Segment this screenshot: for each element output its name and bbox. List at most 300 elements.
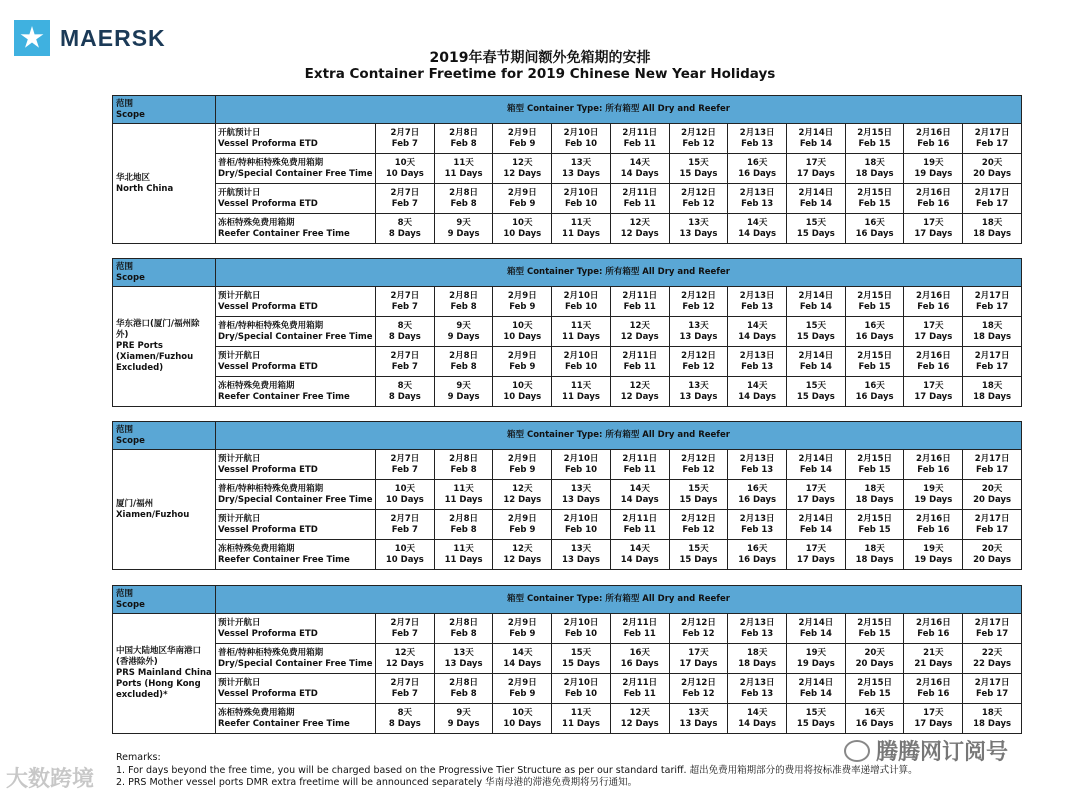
etd-date: Feb 16 — [917, 464, 950, 475]
freetime-days-en: 12 Days — [620, 718, 659, 729]
etd-date: 2月13日 — [739, 187, 775, 198]
row-label-cn: 普柜/特种柜特殊免费用箱期 — [218, 157, 324, 168]
freetime-cell — [963, 214, 1022, 244]
freetime-days-cn: 17天 — [923, 707, 944, 718]
etd-cell — [845, 510, 904, 540]
freetime-days-cn: 17天 — [688, 647, 709, 658]
etd-date: 2月7日 — [390, 677, 420, 688]
freetime-cell — [552, 317, 611, 347]
freetime-cell — [787, 704, 846, 734]
etd-date: Feb 14 — [799, 361, 832, 372]
freetime-days-en: 14 Days — [738, 391, 777, 402]
freetime-cell — [434, 480, 493, 510]
freetime-cell — [376, 154, 435, 184]
etd-date: Feb 11 — [623, 688, 656, 699]
etd-date: 2月8日 — [449, 513, 478, 524]
freetime-cell — [904, 214, 963, 244]
freetime-cell — [552, 214, 611, 244]
region-name: Xiamen/Fuzhou — [116, 509, 190, 520]
etd-date: 2月17日 — [974, 127, 1010, 138]
etd-date: 2月17日 — [974, 350, 1010, 361]
etd-cell — [493, 614, 552, 644]
freetime-days-en: 12 Days — [503, 494, 542, 505]
etd-date: 2月10日 — [563, 290, 599, 301]
etd-date: Feb 8 — [450, 628, 477, 639]
etd-date: Feb 7 — [391, 301, 418, 312]
freetime-cell — [434, 704, 493, 734]
freetime-days-cn: 14天 — [747, 320, 768, 331]
etd-cell — [610, 614, 669, 644]
etd-date: 2月10日 — [563, 127, 599, 138]
etd-date: 2月13日 — [739, 290, 775, 301]
freetime-days-en: 15 Days — [679, 168, 718, 179]
etd-date: 2月8日 — [449, 127, 478, 138]
freetime-cell — [552, 154, 611, 184]
freetime-days-en: 13 Days — [679, 228, 718, 239]
etd-cell — [787, 347, 846, 377]
freetime-cell — [963, 154, 1022, 184]
freetime-days-cn: 11天 — [453, 543, 474, 554]
freetime-cell — [493, 214, 552, 244]
freetime-cell — [610, 644, 669, 674]
etd-date: 2月15日 — [857, 677, 892, 688]
etd-cell — [610, 184, 669, 214]
etd-cell — [904, 614, 963, 644]
freetime-cell — [552, 377, 611, 407]
freetime-cell — [376, 377, 435, 407]
etd-date: 2月11日 — [622, 350, 658, 361]
row-label-en: Reefer Container Free Time — [218, 391, 350, 402]
etd-cell — [669, 124, 728, 154]
etd-date: 2月11日 — [622, 187, 658, 198]
freetime-days-en: 13 Days — [562, 168, 600, 179]
etd-date: Feb 13 — [741, 524, 774, 535]
freetime-days-cn: 12天 — [394, 647, 416, 658]
scope-header — [113, 422, 216, 450]
etd-cell — [669, 347, 728, 377]
freetime-days-en: 13 Days — [679, 331, 718, 342]
etd-cell — [493, 450, 552, 480]
etd-date: 2月9日 — [507, 350, 537, 361]
freetime-cell — [610, 480, 669, 510]
etd-cell — [963, 510, 1022, 540]
etd-date: 2月11日 — [622, 290, 658, 301]
row-label-en: Vessel Proforma ETD — [218, 688, 318, 699]
freetime-days-en: 15 Days — [562, 658, 600, 669]
freetime-cell — [963, 644, 1022, 674]
freetime-days-cn: 15天 — [570, 647, 592, 658]
freetime-days-cn: 16天 — [747, 483, 768, 494]
watermark-left: 大数跨境 — [6, 767, 95, 792]
etd-cell — [963, 674, 1022, 704]
etd-date: Feb 14 — [799, 524, 832, 535]
etd-cell — [787, 674, 846, 704]
etd-date: 2月15日 — [857, 513, 892, 524]
etd-date: Feb 15 — [858, 464, 891, 475]
etd-date: Feb 7 — [391, 688, 418, 699]
freetime-days-en: 18 Days — [855, 554, 894, 565]
scope-header — [113, 259, 216, 287]
freetime-days-en: 10 Days — [385, 494, 424, 505]
freetime-days-en: 14 Days — [620, 168, 659, 179]
etd-date: 2月17日 — [974, 513, 1010, 524]
etd-date: Feb 7 — [391, 198, 418, 209]
freetime-days-cn: 17天 — [923, 217, 944, 228]
freetime-days-cn: 13天 — [570, 483, 592, 494]
etd-date: 2月14日 — [798, 350, 834, 361]
freetime-days-cn: 14天 — [512, 647, 533, 658]
etd-date: Feb 17 — [976, 138, 1009, 149]
etd-date: Feb 16 — [917, 301, 950, 312]
etd-date: 2月7日 — [390, 453, 420, 464]
etd-date: Feb 16 — [917, 524, 950, 535]
etd-date: Feb 14 — [799, 198, 832, 209]
freetime-cell — [434, 644, 493, 674]
freetime-cell — [728, 480, 787, 510]
row-label-cn: 普柜/特种柜特殊免费用箱期 — [218, 647, 324, 658]
etd-date: Feb 11 — [623, 628, 656, 639]
freetime-days-cn: 14天 — [629, 483, 650, 494]
row-label — [216, 450, 376, 480]
etd-cell — [845, 184, 904, 214]
container-type-header: 箱型 Container Type: 所有箱型 All Dry and Reefer — [216, 259, 1022, 287]
etd-date: Feb 15 — [858, 138, 891, 149]
etd-date: Feb 14 — [799, 628, 832, 639]
freetime-days-cn: 13天 — [688, 320, 709, 331]
etd-date: Feb 9 — [509, 301, 536, 312]
region-name: 外) — [116, 330, 129, 340]
etd-date: Feb 12 — [682, 628, 715, 639]
etd-date: 2月16日 — [915, 677, 951, 688]
freetime-days-cn: 11天 — [570, 320, 592, 331]
etd-date: 2月15日 — [857, 187, 892, 198]
freetime-cell — [787, 214, 846, 244]
etd-date: 2月14日 — [798, 187, 834, 198]
etd-cell — [845, 347, 904, 377]
freetime-cell — [845, 540, 904, 570]
etd-date: 2月15日 — [857, 453, 892, 464]
etd-date: Feb 12 — [682, 361, 715, 372]
freetime-days-en: 16 Days — [620, 658, 659, 669]
etd-date: Feb 10 — [564, 301, 598, 312]
freetime-days-en: 10 Days — [385, 168, 424, 179]
row-label — [216, 317, 376, 347]
region-name: 华东港口(厦门/福州除 — [116, 319, 200, 329]
etd-date: Feb 10 — [564, 138, 598, 149]
freetime-days-en: 18 Days — [973, 718, 1012, 729]
etd-date: Feb 15 — [858, 301, 891, 312]
etd-date: 2月13日 — [739, 513, 775, 524]
row-label-en: Reefer Container Free Time — [218, 718, 350, 729]
freetime-days-en: 13 Days — [562, 494, 600, 505]
row-label-en: Vessel Proforma ETD — [218, 361, 318, 372]
freetime-days-cn: 12天 — [629, 320, 650, 331]
freetime-days-en: 13 Days — [679, 391, 718, 402]
freetime-days-en: 16 Days — [855, 391, 894, 402]
freetime-days-en: 10 Days — [503, 391, 542, 402]
etd-date: Feb 13 — [741, 301, 774, 312]
etd-date: Feb 17 — [976, 198, 1009, 209]
freetime-days-cn: 9天 — [456, 320, 471, 331]
freetime-days-cn: 11天 — [570, 707, 592, 718]
freetime-cell — [904, 317, 963, 347]
row-label — [216, 154, 376, 184]
freetime-days-cn: 20天 — [981, 157, 1003, 168]
freetime-days-cn: 11天 — [570, 380, 592, 391]
table-row — [113, 480, 1022, 510]
scope-header-text: 范围 — [116, 98, 134, 109]
etd-date: 2月11日 — [622, 127, 658, 138]
etd-date: Feb 8 — [450, 361, 477, 372]
etd-cell — [728, 674, 787, 704]
freetime-days-cn: 10天 — [512, 320, 533, 331]
etd-date: Feb 13 — [741, 628, 774, 639]
watermark-right-text: 腾腾网订阅号 — [876, 740, 1009, 765]
freetime-days-en: 9 Days — [447, 718, 480, 729]
freetime-days-cn: 13天 — [688, 707, 709, 718]
etd-date: 2月12日 — [681, 187, 716, 198]
freetime-days-en: 12 Days — [503, 168, 542, 179]
row-label-en: Dry/Special Container Free Time — [218, 168, 373, 179]
freetime-days-cn: 11天 — [570, 217, 592, 228]
freetime-days-en: 11 Days — [562, 331, 600, 342]
freetime-days-cn: 17天 — [805, 543, 827, 554]
etd-cell — [728, 510, 787, 540]
freetime-days-en: 14 Days — [738, 228, 777, 239]
freetime-cell — [728, 644, 787, 674]
row-label-cn: 开航预计日 — [218, 187, 261, 198]
row-label — [216, 287, 376, 317]
freetime-days-en: 8 Days — [388, 228, 421, 239]
freetime-days-en: 11 Days — [444, 494, 483, 505]
etd-date: 2月7日 — [390, 513, 420, 524]
etd-cell — [904, 347, 963, 377]
etd-cell — [610, 510, 669, 540]
etd-date: Feb 13 — [741, 688, 774, 699]
freetime-cell — [493, 317, 552, 347]
region-name: Ports (Hong Kong — [116, 679, 201, 689]
etd-date: Feb 14 — [799, 138, 832, 149]
etd-cell — [845, 674, 904, 704]
freetime-days-en: 14 Days — [503, 658, 542, 669]
freetime-cell — [552, 480, 611, 510]
etd-date: Feb 17 — [976, 628, 1009, 639]
freetime-days-en: 12 Days — [620, 391, 659, 402]
freetime-days-cn: 14天 — [629, 157, 650, 168]
freetime-days-cn: 18天 — [981, 380, 1003, 391]
freetime-cell — [728, 317, 787, 347]
etd-cell — [434, 450, 493, 480]
etd-date: Feb 7 — [391, 628, 418, 639]
scope-header-text: 范围 — [116, 424, 134, 435]
row-label-cn: 开航预计日 — [218, 127, 261, 138]
freetime-days-cn: 9天 — [456, 707, 471, 718]
etd-date: Feb 13 — [741, 361, 774, 372]
etd-date: Feb 11 — [623, 361, 656, 372]
freetime-days-en: 12 Days — [503, 554, 542, 565]
etd-cell — [728, 287, 787, 317]
row-label-en: Reefer Container Free Time — [218, 554, 350, 565]
etd-cell — [787, 184, 846, 214]
etd-cell — [787, 510, 846, 540]
etd-date: Feb 12 — [682, 301, 715, 312]
freetime-days-en: 21 Days — [914, 658, 953, 669]
etd-date: 2月17日 — [974, 677, 1010, 688]
freetime-cell — [728, 540, 787, 570]
etd-date: Feb 11 — [623, 301, 656, 312]
freetime-cell — [904, 154, 963, 184]
etd-cell — [904, 184, 963, 214]
region-name: (Xiamen/Fuzhou — [116, 352, 194, 362]
etd-date: Feb 9 — [509, 524, 536, 535]
row-label — [216, 614, 376, 644]
freetime-cell — [669, 214, 728, 244]
row-label-en: Dry/Special Container Free Time — [218, 331, 373, 342]
freetime-days-cn: 15天 — [805, 380, 827, 391]
remarks-title: Remarks: — [116, 752, 161, 763]
row-label-en: Dry/Special Container Free Time — [218, 658, 373, 669]
freetime-days-en: 18 Days — [855, 494, 894, 505]
table-row — [113, 287, 1022, 317]
etd-date: Feb 8 — [450, 138, 477, 149]
freetime-cell — [493, 480, 552, 510]
etd-date: 2月7日 — [390, 127, 420, 138]
freetime-cell — [552, 540, 611, 570]
freetime-days-en: 11 Days — [562, 391, 600, 402]
etd-cell — [376, 614, 435, 644]
row-label-en: Vessel Proforma ETD — [218, 464, 318, 475]
freetime-days-cn: 11天 — [453, 157, 474, 168]
etd-cell — [728, 184, 787, 214]
row-label-cn: 冻柜特殊免费用箱期 — [218, 707, 295, 718]
row-label-en: Vessel Proforma ETD — [218, 138, 318, 149]
freetime-cell — [552, 644, 611, 674]
region-cell — [113, 124, 216, 244]
freetime-days-cn: 13天 — [688, 380, 709, 391]
freetime-days-en: 9 Days — [447, 331, 480, 342]
table-row — [113, 644, 1022, 674]
freetime-days-en: 10 Days — [503, 228, 542, 239]
freetime-days-en: 16 Days — [855, 718, 894, 729]
freetime-cell — [728, 154, 787, 184]
freetime-cell — [787, 154, 846, 184]
etd-date: 2月10日 — [563, 617, 599, 628]
freetime-days-en: 22 Days — [973, 658, 1012, 669]
region-name: excluded)* — [116, 690, 168, 700]
freetime-days-cn: 9天 — [456, 217, 471, 228]
freetime-days-cn: 8天 — [397, 320, 413, 331]
brand-name: MAERSK — [60, 24, 166, 51]
freetime-cell — [552, 704, 611, 734]
etd-cell — [376, 287, 435, 317]
row-label-cn: 预计开航日 — [218, 617, 261, 628]
etd-date: 2月7日 — [390, 617, 420, 628]
freetime-cell — [376, 214, 435, 244]
etd-cell — [610, 347, 669, 377]
etd-cell — [493, 184, 552, 214]
freetime-days-en: 17 Days — [796, 554, 835, 565]
freetime-days-en: 17 Days — [914, 228, 953, 239]
remark-line-2: 2. PRS Mother vessel ports DMR extra freetime will be announced separately 华南母港的滞港免费期将另行通知。 — [116, 777, 638, 788]
freetime-days-cn: 15天 — [688, 157, 709, 168]
row-label-cn: 预计开航日 — [218, 453, 261, 464]
etd-cell — [376, 347, 435, 377]
etd-date: 2月11日 — [622, 513, 658, 524]
freetime-cell — [434, 214, 493, 244]
table-row — [113, 154, 1022, 184]
etd-cell — [610, 450, 669, 480]
row-label — [216, 644, 376, 674]
freetime-cell — [434, 540, 493, 570]
row-label — [216, 510, 376, 540]
freetime-days-en: 11 Days — [444, 168, 483, 179]
freetime-cell — [493, 644, 552, 674]
region-name: 厦门/福州 — [116, 498, 154, 509]
freetime-cell — [845, 480, 904, 510]
freetime-cell — [963, 540, 1022, 570]
freetime-days-cn: 18天 — [864, 157, 885, 168]
freetime-cell — [376, 704, 435, 734]
freetime-days-cn: 12天 — [512, 543, 533, 554]
freetime-days-en: 18 Days — [973, 391, 1012, 402]
etd-date: 2月8日 — [449, 350, 478, 361]
row-label — [216, 704, 376, 734]
etd-date: Feb 8 — [450, 301, 477, 312]
freetime-days-en: 16 Days — [855, 228, 894, 239]
etd-date: 2月16日 — [915, 127, 951, 138]
freetime-cell — [669, 644, 728, 674]
etd-date: Feb 11 — [623, 524, 656, 535]
etd-cell — [669, 614, 728, 644]
page-title-en: Extra Container Freetime for 2019 Chinese New Year Holidays — [304, 66, 776, 82]
etd-date: 2月12日 — [681, 350, 716, 361]
etd-date: Feb 13 — [741, 138, 774, 149]
row-label-cn: 普柜/特种柜特殊免费用箱期 — [218, 483, 324, 494]
freetime-days-cn: 12天 — [629, 707, 650, 718]
etd-date: 2月14日 — [798, 513, 834, 524]
freetime-days-cn: 13天 — [453, 647, 474, 658]
etd-date: Feb 16 — [917, 688, 950, 699]
region-table — [112, 95, 1022, 244]
etd-cell — [434, 510, 493, 540]
etd-cell — [552, 450, 611, 480]
etd-date: Feb 12 — [682, 464, 715, 475]
freetime-days-en: 15 Days — [796, 718, 835, 729]
freetime-cell — [610, 317, 669, 347]
freetime-cell — [376, 540, 435, 570]
freetime-days-cn: 22天 — [981, 647, 1003, 658]
etd-date: Feb 10 — [564, 524, 598, 535]
freetime-cell — [845, 704, 904, 734]
etd-cell — [376, 674, 435, 704]
etd-date: 2月16日 — [915, 187, 951, 198]
row-label — [216, 540, 376, 570]
row-label — [216, 674, 376, 704]
freetime-cell — [434, 154, 493, 184]
etd-date: 2月13日 — [739, 350, 775, 361]
freetime-days-en: 10 Days — [503, 331, 542, 342]
freetime-cell — [610, 377, 669, 407]
etd-date: Feb 7 — [391, 464, 418, 475]
table-row — [113, 540, 1022, 570]
scope-header-text: Scope — [116, 599, 145, 610]
etd-date: Feb 8 — [450, 198, 477, 209]
etd-cell — [669, 184, 728, 214]
etd-cell — [610, 674, 669, 704]
region-cell — [113, 614, 216, 734]
etd-date: Feb 9 — [509, 464, 536, 475]
freetime-days-cn: 16天 — [629, 647, 650, 658]
